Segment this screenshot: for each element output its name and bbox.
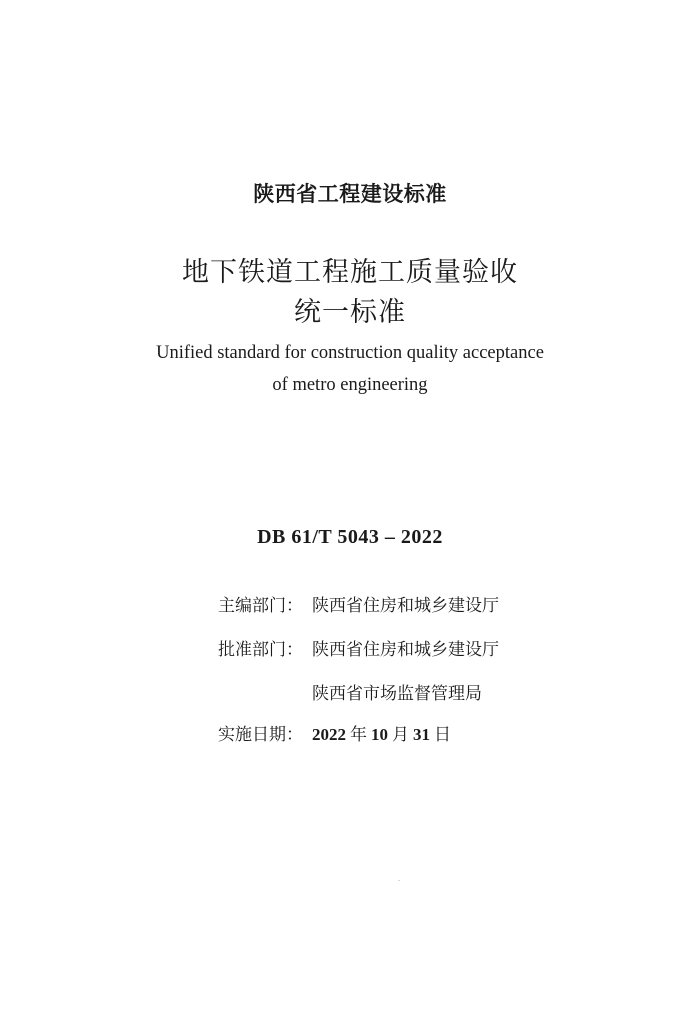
date-month: 10 <box>371 725 388 744</box>
document-title-line-2: 统一标准 <box>294 297 406 328</box>
date-day-unit: 日 <box>434 725 451 745</box>
date-month-unit: 月 <box>392 725 409 745</box>
effective-date-label: 实施日期： <box>218 725 303 745</box>
date-year-unit: 年 <box>350 725 367 745</box>
date-year: 2022 <box>312 725 346 744</box>
standard-series-title: 陕西省工程建设标准 <box>253 182 447 206</box>
scan-speck <box>398 880 400 881</box>
approver-department-row-2 <box>218 679 482 703</box>
date-day: 31 <box>413 725 430 744</box>
editor-department-value: 陕西省住房和城乡建设厅 <box>312 596 499 616</box>
editor-department-row <box>218 591 499 615</box>
approver-department-row <box>218 635 499 659</box>
approver-department-value-1: 陕西省住房和城乡建设厅 <box>312 640 499 660</box>
editor-department-label: 主编部门： <box>218 596 303 616</box>
effective-date-row <box>218 720 455 744</box>
english-title-line-2: of metro engineering <box>272 375 428 395</box>
document-title-line-1: 地下铁道工程施工质量验收 <box>182 257 518 288</box>
effective-date-value <box>312 720 455 745</box>
approver-department-value-2: 陕西省市场监督管理局 <box>312 684 482 704</box>
english-title-line-1: Unified standard for construction quality acceptance <box>156 343 544 363</box>
approver-department-label: 批准部门： <box>218 640 303 660</box>
standard-code: DB 61/T 5043 – 2022 <box>257 526 443 548</box>
